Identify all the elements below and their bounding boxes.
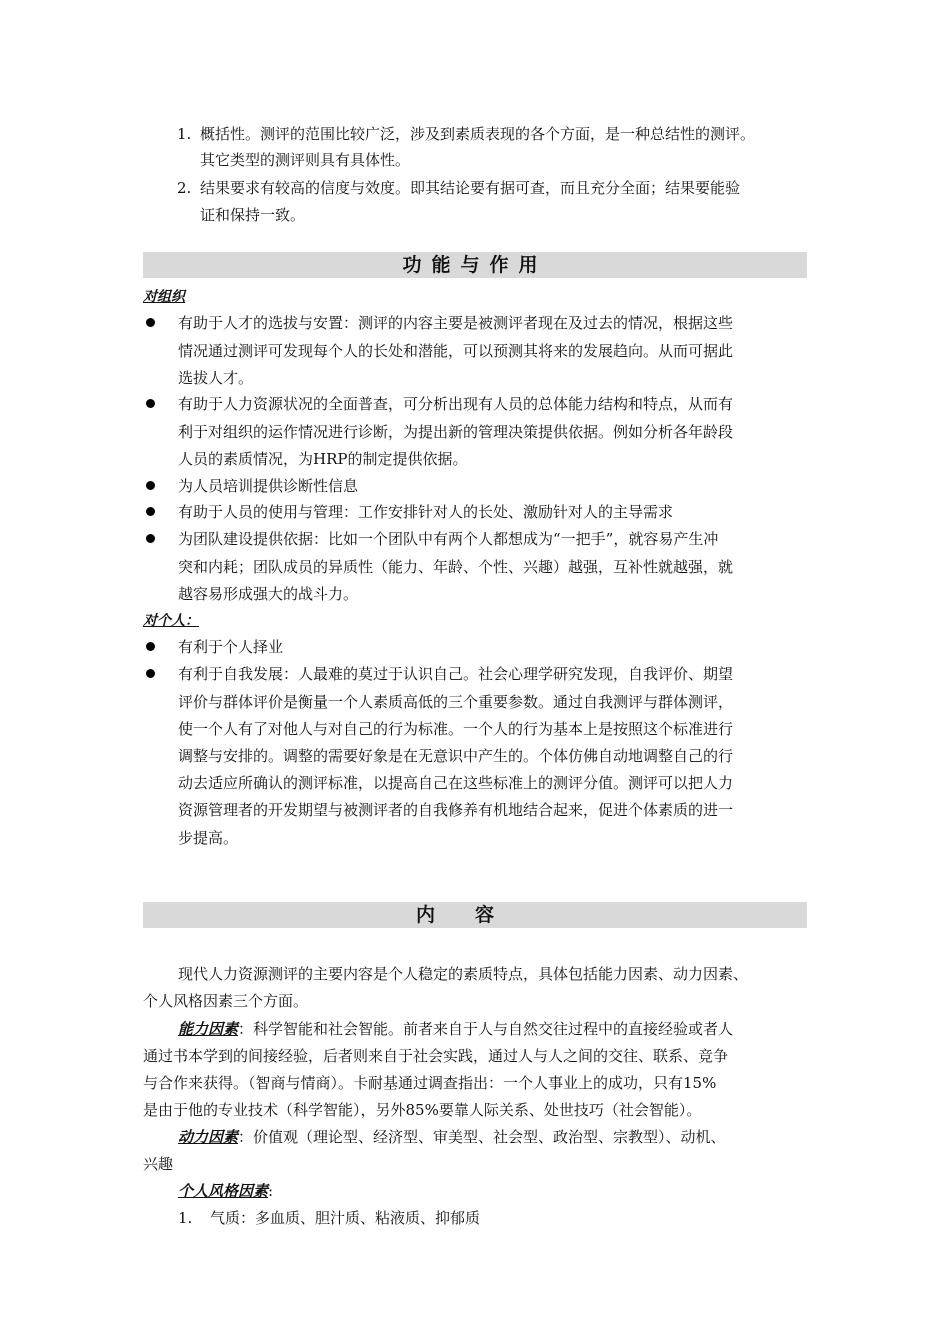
paragraph-text: ：科学智能和社会智能。前者来自于人与自然交往过程中的直接经验或者人 [238, 1020, 734, 1038]
section-heading-functions: 功能与作用 [143, 252, 807, 278]
bullet-icon [146, 534, 155, 543]
term-style: 个人风格因素 [178, 1182, 269, 1200]
bullet-text: 有利于个人择业 [178, 638, 284, 656]
bullet-text: 有利于自我发展：人最难的莫过于认识自己。社会心理学研究发现，自我评价、期望 [178, 665, 734, 683]
bullet-text: 利于对组织的运作情况进行诊断，为提出新的管理决策提供依据。例如分析各年龄段 [178, 423, 734, 441]
bullet-text: 评价与群体评价是衡量一个人素质高低的三个重要参数。通过自我测评与群体测评， [178, 693, 734, 711]
bullet-text: 步提高。 [178, 829, 239, 847]
list-number: 2. [177, 179, 192, 197]
bullet-icon [146, 399, 155, 408]
paragraph-text: 个人风格因素三个方面。 [143, 992, 309, 1010]
bullet-text: 资源管理者的开发期望与被测评者的自我修养有机地结合起来，促进个体素质的进一 [178, 801, 734, 819]
motive-paragraph [178, 1127, 726, 1147]
subheading-individual: 对个人： [143, 613, 199, 629]
list-item-text: 证和保持一致。 [200, 206, 306, 224]
bullet-icon [146, 642, 155, 651]
list-item-text: 其它类型的测评则具有具体性。 [200, 151, 411, 169]
term-ability: 能力因素 [178, 1020, 239, 1038]
paragraph-text: 兴趣 [143, 1155, 174, 1173]
bullet-text: 为团队建设提供依据：比如一个团队中有两个人都想成为“一把手”，就容易产生冲 [178, 530, 719, 548]
subheading-organization: 对组织 [143, 289, 185, 305]
bullet-text: 调整与安排的。调整的需要好象是在无意识中产生的。个体仿佛自动地调整自己的行 [178, 747, 734, 765]
bullet-text: 使一个人有了对他人与对自己的行为标准。一个人的行为基本上是按照这个标准进行 [178, 720, 734, 738]
list-item-text: 概括性。测评的范围比较广泛，涉及到素质表现的各个方面，是一种总结性的测评。 [200, 125, 756, 143]
section-heading-content: 内容 [143, 902, 807, 928]
bullet-text: 为人员培训提供诊断性信息 [178, 477, 359, 495]
paragraph-text: 与合作来获得。（智商与情商）。卡耐基通过调查指出：一个人事业上的成功，只有15% [143, 1074, 717, 1092]
bullet-text: 有助于人才的选拔与安置：测评的内容主要是被测评者现在及过去的情况，根据这些 [178, 314, 734, 332]
term-motive: 动力因素 [178, 1128, 239, 1146]
bullet-text: 突和内耗；团队成员的异质性（能力、年龄、个性、兴趣）越强，互补性就越强，就 [178, 558, 734, 576]
bullet-icon [146, 481, 155, 490]
colon: : [268, 1182, 274, 1200]
bullet-text: 有助于人力资源状况的全面普查，可分析出现有人员的总体能力结构和特点，从而有 [178, 395, 734, 413]
list-number: 1. [177, 125, 192, 143]
paragraph-text: 通过书本学到的间接经验，后者则来自于社会实践，通过人与人之间的交往、联系、竞争 [143, 1047, 729, 1065]
list-number: 1. [178, 1209, 193, 1227]
paragraph-text: 是由于他的专业技术（科学智能），另外85%要靠人际关系、处世技巧（社会智能）。 [143, 1101, 702, 1119]
bullet-text: 有助于人员的使用与管理：工作安排针对人的长处、激励针对人的主导需求 [178, 503, 674, 521]
bullet-text: 情况通过测评可发现每个人的长处和潜能，可以预测其将来的发展趋向。从而可据此 [178, 342, 734, 360]
list-item-text: 结果要求有较高的信度与效度。即其结论要有据可查，而且充分全面；结果要能验 [200, 179, 741, 197]
bullet-icon [146, 507, 155, 516]
bullet-text: 选拔人才。 [178, 369, 254, 387]
bullet-text: 动去适应所确认的测评标准，以提高自己在这些标准上的测评分值。测评可以把人力 [178, 774, 734, 792]
paragraph-text: 现代人力资源测评的主要内容是个人稳定的素质特点，具体包括能力因素、动力因素、 [178, 965, 749, 983]
bullet-text: 人员的素质情况，为HRP的制定提供依据。 [178, 450, 468, 468]
bullet-text: 越容易形成强大的战斗力。 [178, 585, 359, 603]
bullet-icon [146, 318, 155, 327]
bullet-icon [146, 669, 155, 678]
ability-paragraph [178, 1019, 733, 1039]
paragraph-text: ：价值观（理论型、经济型、审美型、社会型、政治型、宗教型）、动机、 [238, 1128, 726, 1146]
list-item-text: 气质：多血质、胆汁质、粘液质、抑郁质 [210, 1209, 481, 1227]
style-heading [178, 1181, 273, 1201]
